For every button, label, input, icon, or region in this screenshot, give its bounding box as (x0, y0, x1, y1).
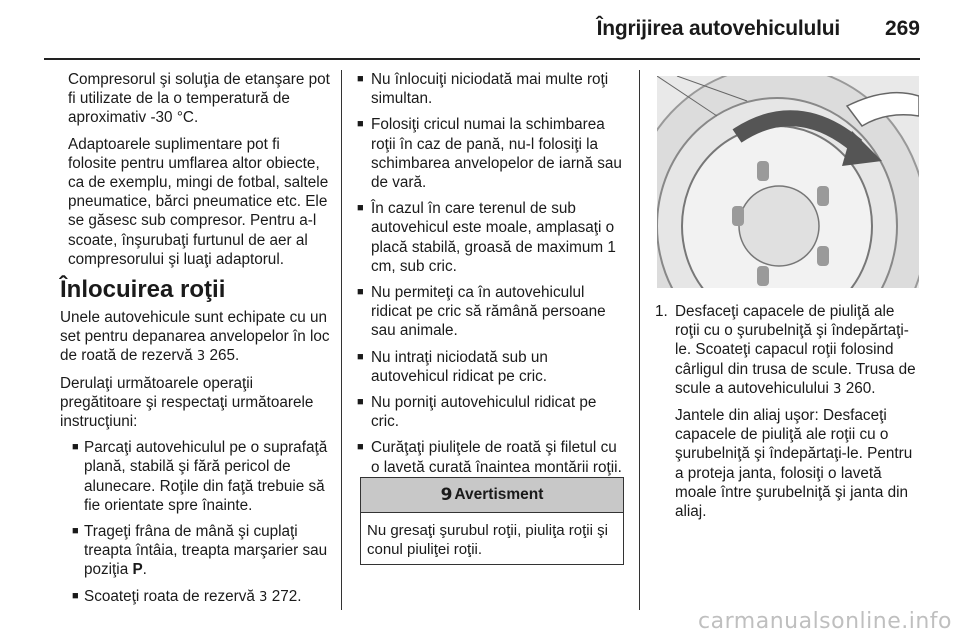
column-middle (355, 70, 625, 484)
preparation-list (60, 438, 330, 607)
step-note: Jantele din aliaj uşor: Desfaceţi capacele de piuliţă ale roţii cu o şurubelniţă şi îndepărtaţi-le. Pentru a proteja janta, folosiţi o lavetă moale între şurubelniţă şi janta din aliaj. (675, 407, 913, 521)
chapter-title: Îngrijirea autovehiculului (596, 17, 840, 40)
paragraph-compressor-temperature: Compresorul şi soluţia de etanşare pot fi utilizate de la o temperatură de aproximativ -30 °C. (68, 71, 330, 127)
header-divider (44, 58, 920, 60)
list-item: ■ Trageţi frâna de mână şi cuplaţi treapta întâia, treapta marşarier sau poziţia P. (60, 522, 330, 580)
list-item: ■ Nu porniţi autovehiculul ridicat pe cric. (355, 393, 625, 431)
list-item: ■ În cazul în care terenul de sub autovehicul este moale, amplasaţi o placă stabilă, groasă de maximum 1 cm, sub cric. (355, 199, 625, 276)
paragraph-preparation: Derulaţi următoarele operaţii pregătitoare şi respectaţi următoarele instrucţiuni: (60, 374, 314, 431)
watermark: carmanualsonline.info (698, 609, 952, 634)
page-ref-link[interactable]: 272. (271, 587, 302, 605)
procedure-list (655, 302, 920, 521)
ref-arrow-icon: 3 (259, 589, 268, 605)
warning-title: Avertisment (454, 486, 544, 503)
wheel-cover-illustration (657, 76, 919, 288)
list-item: ■ Nu permiteţi ca în autovehiculul ridicat pe cric să rămână persoane sau animale. (355, 283, 625, 341)
list-item: ■ Parcaţi autovehiculul pe o suprafaţă plană, stabilă şi fără pericol de alunecare. Roţile din faţă trebuie să fie orientate spre înainte. (60, 438, 330, 515)
page-ref-link[interactable]: 260. (845, 379, 876, 397)
list-item: ■ Scoateţi roata de rezervă 3 272. (60, 587, 330, 607)
list-item: ■ Nu intraţi niciodată sub un autovehicul ridicat pe cric. (355, 348, 625, 386)
page-number: 269 (884, 17, 920, 40)
list-item: ■ Folosiţi cricul numai la schimbarea roţii în caz de pană, nu-l folosiţi la schimbarea anvelopelor de iarnă sau de vară. (355, 115, 625, 192)
step-number: 1. (655, 303, 668, 320)
safety-list (355, 70, 625, 477)
ref-arrow-icon: 3 (196, 349, 206, 365)
column-divider (639, 70, 640, 610)
list-item: ■ Nu înlocuiţi niciodată mai multe roţi simultan. (355, 70, 625, 108)
list-item: ■ Curăţaţi piuliţele de roată şi filetul cu o lavetă curată înaintea montării roţii. (355, 438, 625, 476)
wheel-illustration-svg (657, 76, 919, 288)
column-divider (341, 70, 342, 610)
warning-header (361, 478, 623, 513)
step-text: Desfaceţi capacele de piuliţă ale roţii cu o şurubelniţă şi îndepărtaţi-le. Scoateţi capacul roţii folosind cârligul din trusa de scule. Trusa de scule a autovehiculului 3 260. (675, 303, 916, 397)
page-header (0, 0, 960, 60)
column-right (655, 302, 920, 528)
page-ref-link[interactable]: 265. (209, 347, 240, 365)
section-heading: Înlocuirea roţii (60, 276, 226, 304)
paragraph-adaptors: Adaptoarele suplimentare pot fi folosite pentru umflarea altor obiecte, ca de exemplu, mingi de fotbal, saltele pneumatice, bărci pneumatice etc. Ele se găsesc sub compresor. Pentru a-l scoate, înşurubaţi furtunul de aer al compresorului şi luaţi adaptorul. (68, 135, 329, 268)
list-item (655, 302, 920, 521)
warning-triangle-icon: 9 (440, 485, 453, 505)
warning-text: Nu gresaţi şurubul roţii, piuliţa roţii şi conul piuliţei roţii. (367, 522, 608, 558)
ref-arrow-icon: 3 (833, 381, 842, 397)
column-left (60, 70, 330, 614)
compressor-info (60, 70, 330, 269)
paragraph-repair-kit: Unele autovehicule sunt echipate cu un set pentru depanarea anvelopelor în loc de roată de rezervă 3 265. (60, 309, 330, 365)
warning-box (360, 477, 624, 565)
